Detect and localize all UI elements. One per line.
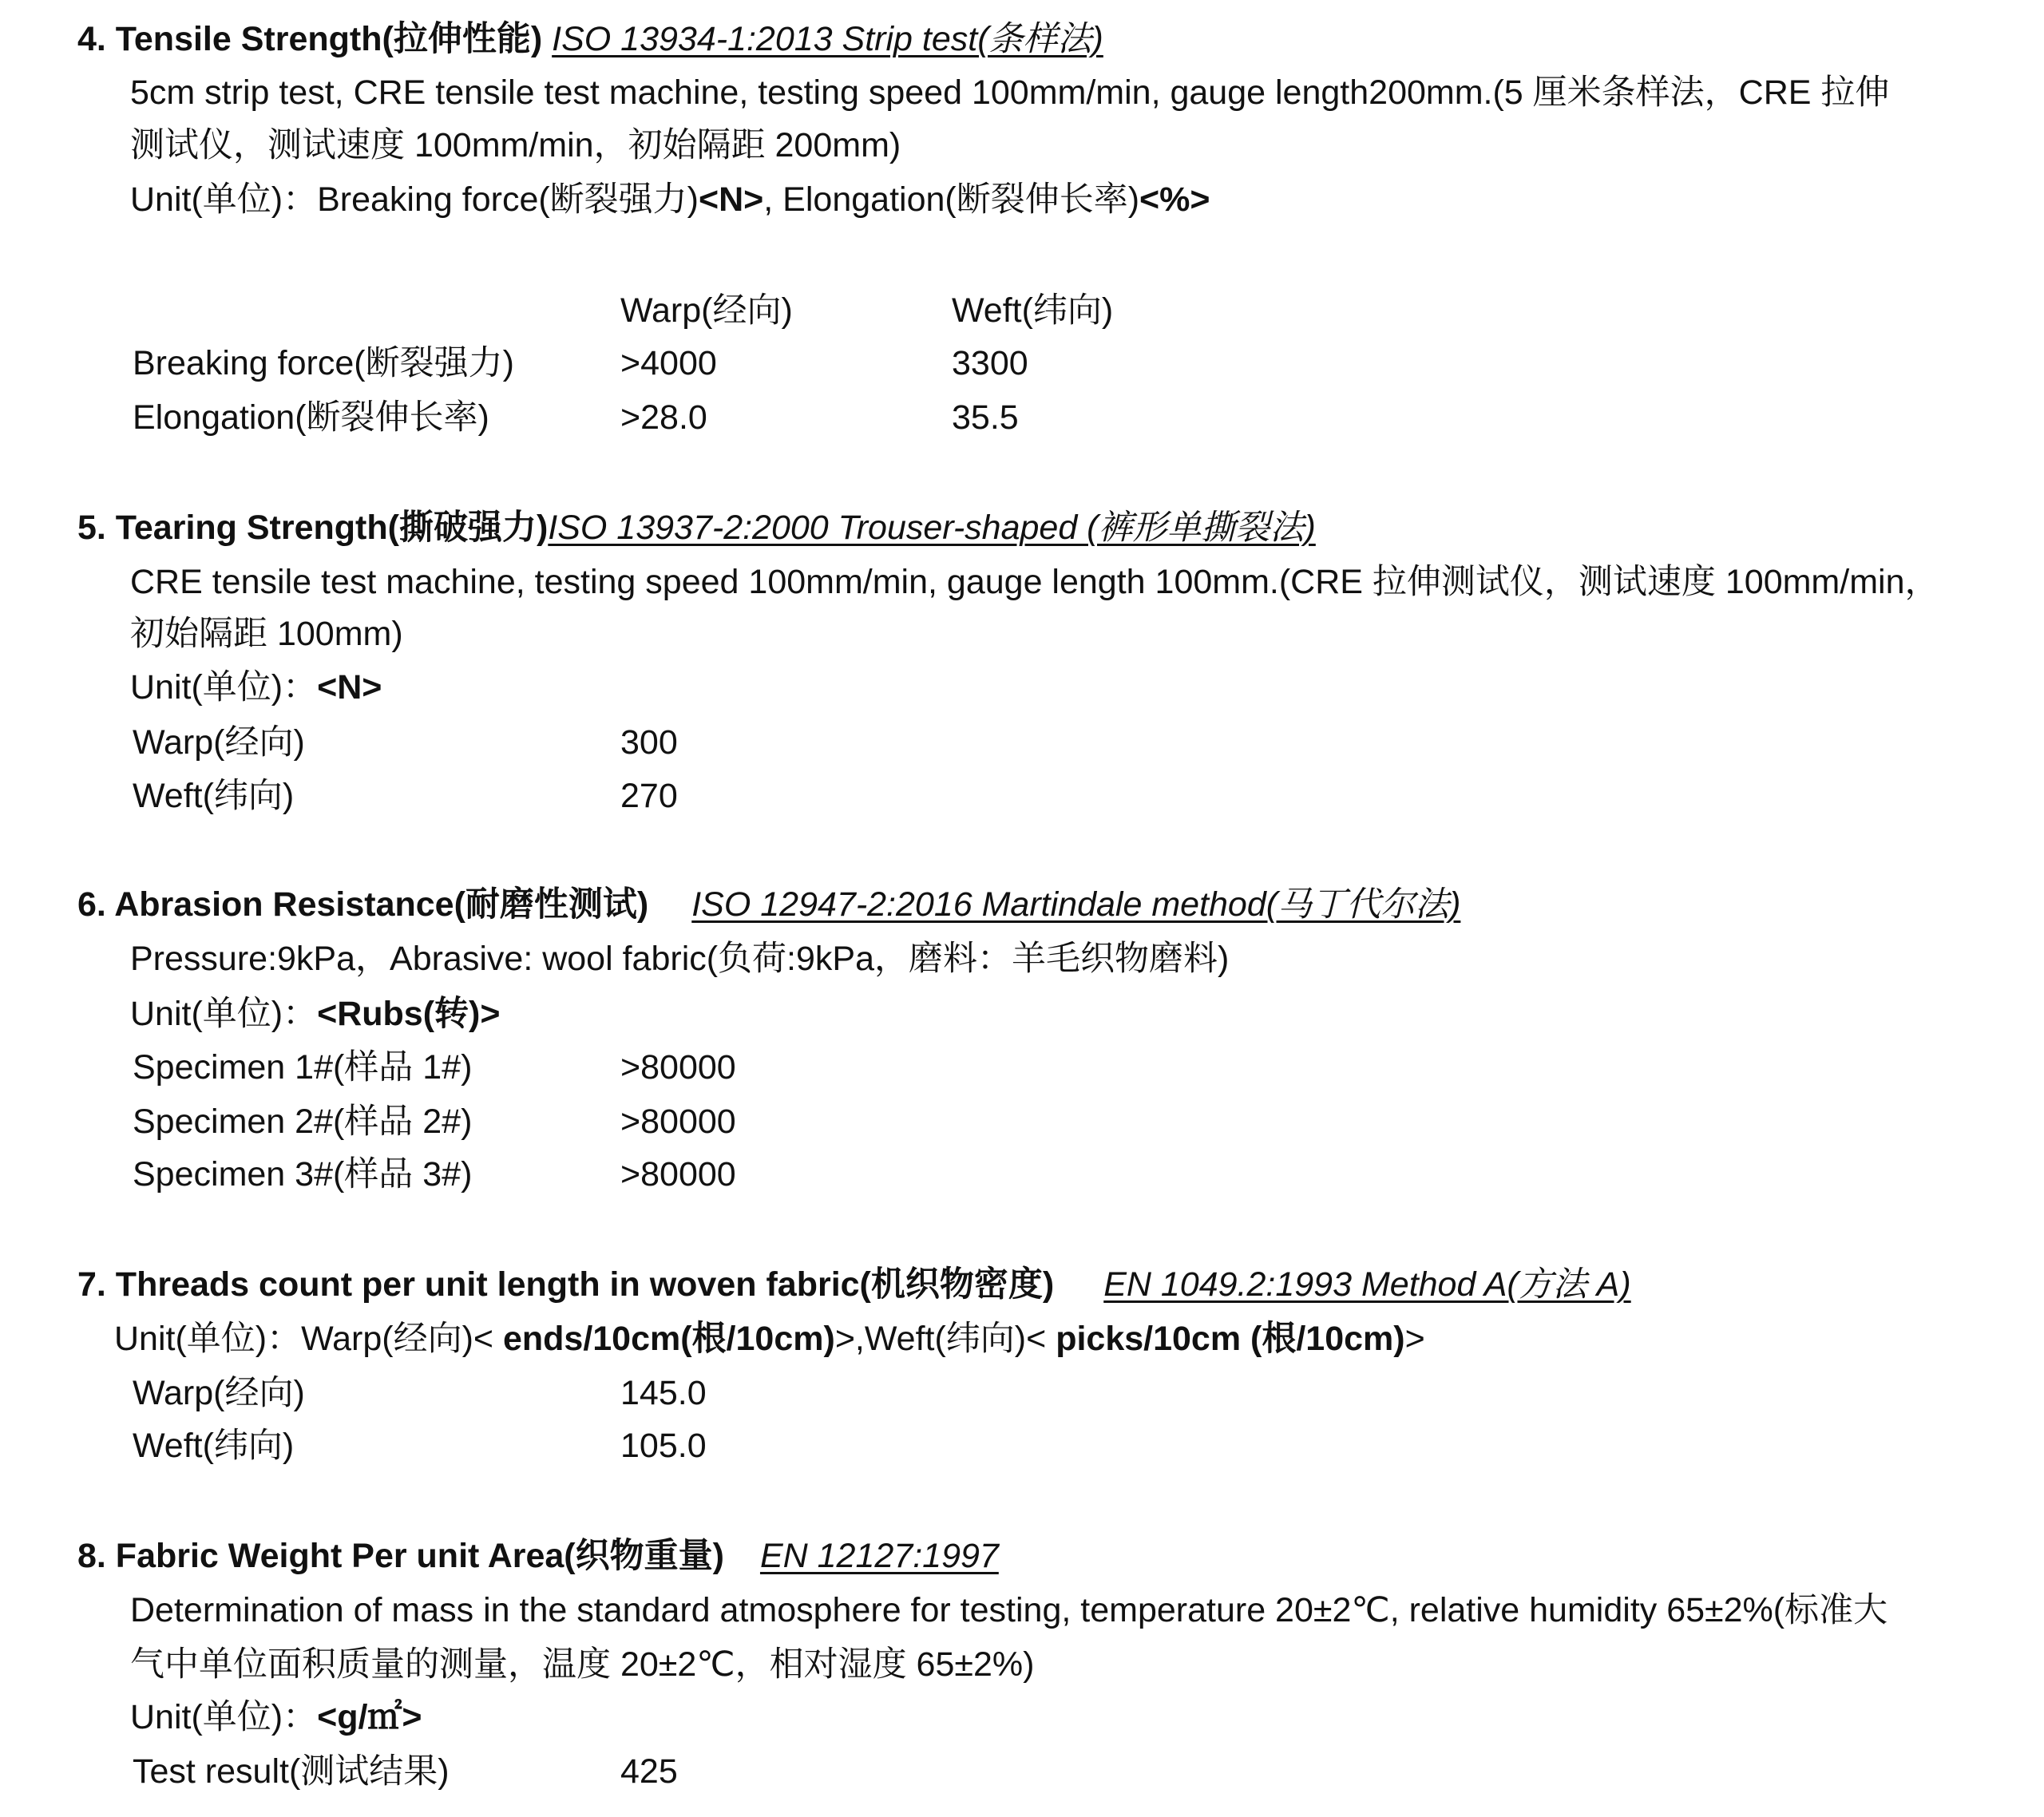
section-6-row-label: Specimen 1#(样品 1#) bbox=[133, 1048, 473, 1087]
section-8-heading-line bbox=[77, 1539, 999, 1574]
section-4-unit-prefix: Unit(单位)：Breaking force(断裂强力) bbox=[130, 180, 699, 219]
section-4-heading: 4. Tensile Strength(拉伸性能) bbox=[77, 20, 543, 58]
section-5-heading-line bbox=[77, 511, 1316, 545]
section-7-row-value: 105.0 bbox=[620, 1427, 707, 1465]
section-4-row-label: Elongation(断裂伸长率) bbox=[133, 398, 489, 437]
section-8-standard: EN 12127:1997 bbox=[759, 1537, 999, 1575]
section-4-row-weft: 3300 bbox=[952, 344, 1028, 382]
section-4-description-line-1: 5cm strip test, CRE tensile test machine, testing speed 100mm/min, gauge length200mm.(5 厘米条样法，CRE 拉伸 bbox=[130, 73, 1890, 112]
section-4-row-weft: 35.5 bbox=[952, 398, 1019, 437]
section-7-unit-end: > bbox=[1404, 1320, 1425, 1358]
section-6-row-value: >80000 bbox=[620, 1102, 736, 1141]
section-5-description-line-1: CRE tensile test machine, testing speed 100mm/min, gauge length 100mm.(CRE 拉伸测试仪，测试速度 100mm/min， bbox=[130, 563, 1939, 601]
section-8-heading: 8. Fabric Weight Per unit Area(织物重量) bbox=[77, 1537, 724, 1575]
section-6-row-label: Specimen 3#(样品 3#) bbox=[133, 1155, 473, 1194]
section-7-unit-mid: >,Weft(纬向)< bbox=[834, 1320, 1056, 1358]
section-6-unit-line bbox=[130, 997, 500, 1031]
section-6-heading-line bbox=[77, 885, 1461, 924]
section-4-standard: ISO 13934-1:2013 Strip test(条样法) bbox=[552, 20, 1103, 58]
section-4-description-line-2: 测试仪，测试速度 100mm/min，初始隔距 200mm) bbox=[130, 126, 901, 164]
section-8-unit-value: <g/㎡> bbox=[317, 1698, 422, 1736]
section-5-row-value: 300 bbox=[620, 723, 678, 762]
section-4-col-warp-header: Warp(经向) bbox=[620, 291, 793, 330]
section-8-description-line-2: 气中单位面积质量的测量，温度 20±2℃，相对湿度 65±2%) bbox=[130, 1645, 1035, 1684]
section-8-row-label: Test result(测试结果) bbox=[133, 1752, 450, 1791]
section-7-unit-line bbox=[114, 1322, 1425, 1356]
section-4-row-label: Breaking force(断裂强力) bbox=[133, 344, 514, 382]
section-5-standard: ISO 13937-2:2000 Trouser-shaped (裤形单撕裂法) bbox=[548, 509, 1316, 547]
section-4-unit-mid: , Elongation(断裂伸长率) bbox=[763, 180, 1140, 219]
section-6-unit-value: <Rubs(转)> bbox=[317, 995, 501, 1033]
section-5-heading: 5. Tearing Strength(撕破强力) bbox=[77, 509, 549, 547]
section-4-heading-line bbox=[77, 22, 1103, 57]
section-4-unit-elongation: <%> bbox=[1139, 180, 1210, 219]
section-5-row-value: 270 bbox=[620, 777, 678, 815]
section-7-unit-prefix: Unit(单位)：Warp(经向)< bbox=[114, 1320, 503, 1358]
section-8-unit-line bbox=[130, 1700, 422, 1735]
section-5-row-label: Warp(经向) bbox=[133, 723, 305, 762]
section-8-row-value: 425 bbox=[620, 1752, 678, 1791]
section-6-unit-prefix: Unit(单位)： bbox=[130, 995, 318, 1033]
section-5-unit-line bbox=[130, 668, 382, 707]
section-5-description-line-2: 初始隔距 100mm) bbox=[130, 615, 403, 653]
section-6-heading: 6. Abrasion Resistance(耐磨性测试) bbox=[77, 885, 649, 924]
section-5-unit-prefix: Unit(单位)： bbox=[130, 668, 318, 707]
section-7-heading: 7. Threads count per unit length in woven fabric(机织物密度) bbox=[77, 1265, 1055, 1304]
section-6-row-value: >80000 bbox=[620, 1155, 736, 1194]
section-6-standard: ISO 12947-2:2016 Martindale method(马丁代尔法) bbox=[691, 885, 1461, 924]
section-4-row-warp: >28.0 bbox=[620, 398, 707, 437]
section-8-unit-prefix: Unit(单位)： bbox=[130, 1698, 318, 1736]
section-7-row-value: 145.0 bbox=[620, 1374, 707, 1412]
section-5-unit-value: <N> bbox=[317, 668, 382, 707]
section-7-unit-weft: picks/10cm (根/10cm) bbox=[1056, 1320, 1405, 1358]
section-6-row-label: Specimen 2#(样品 2#) bbox=[133, 1102, 473, 1141]
section-7-standard: EN 1049.2:1993 Method A(方法 A) bbox=[1103, 1265, 1631, 1304]
section-4-unit-force: <N> bbox=[699, 180, 764, 219]
section-7-unit-warp: ends/10cm(根/10cm) bbox=[502, 1320, 835, 1358]
section-8-description-line-1: Determination of mass in the standard atmosphere for testing, temperature 20±2℃, relative humidity 65±2%(标准大 bbox=[130, 1591, 1888, 1629]
section-5-row-label: Weft(纬向) bbox=[133, 777, 295, 815]
section-6-description-line-1: Pressure:9kPa，Abrasive: wool fabric(负荷:9kPa，磨料：羊毛织物磨料) bbox=[130, 940, 1230, 978]
section-7-row-label: Weft(纬向) bbox=[133, 1427, 295, 1465]
section-4-unit-line bbox=[130, 180, 1210, 219]
section-6-row-value: >80000 bbox=[620, 1048, 736, 1087]
section-7-heading-line bbox=[77, 1265, 1631, 1304]
section-7-row-label: Warp(经向) bbox=[133, 1374, 305, 1412]
section-4-col-weft-header: Weft(纬向) bbox=[952, 291, 1114, 330]
section-4-row-warp: >4000 bbox=[620, 344, 717, 382]
